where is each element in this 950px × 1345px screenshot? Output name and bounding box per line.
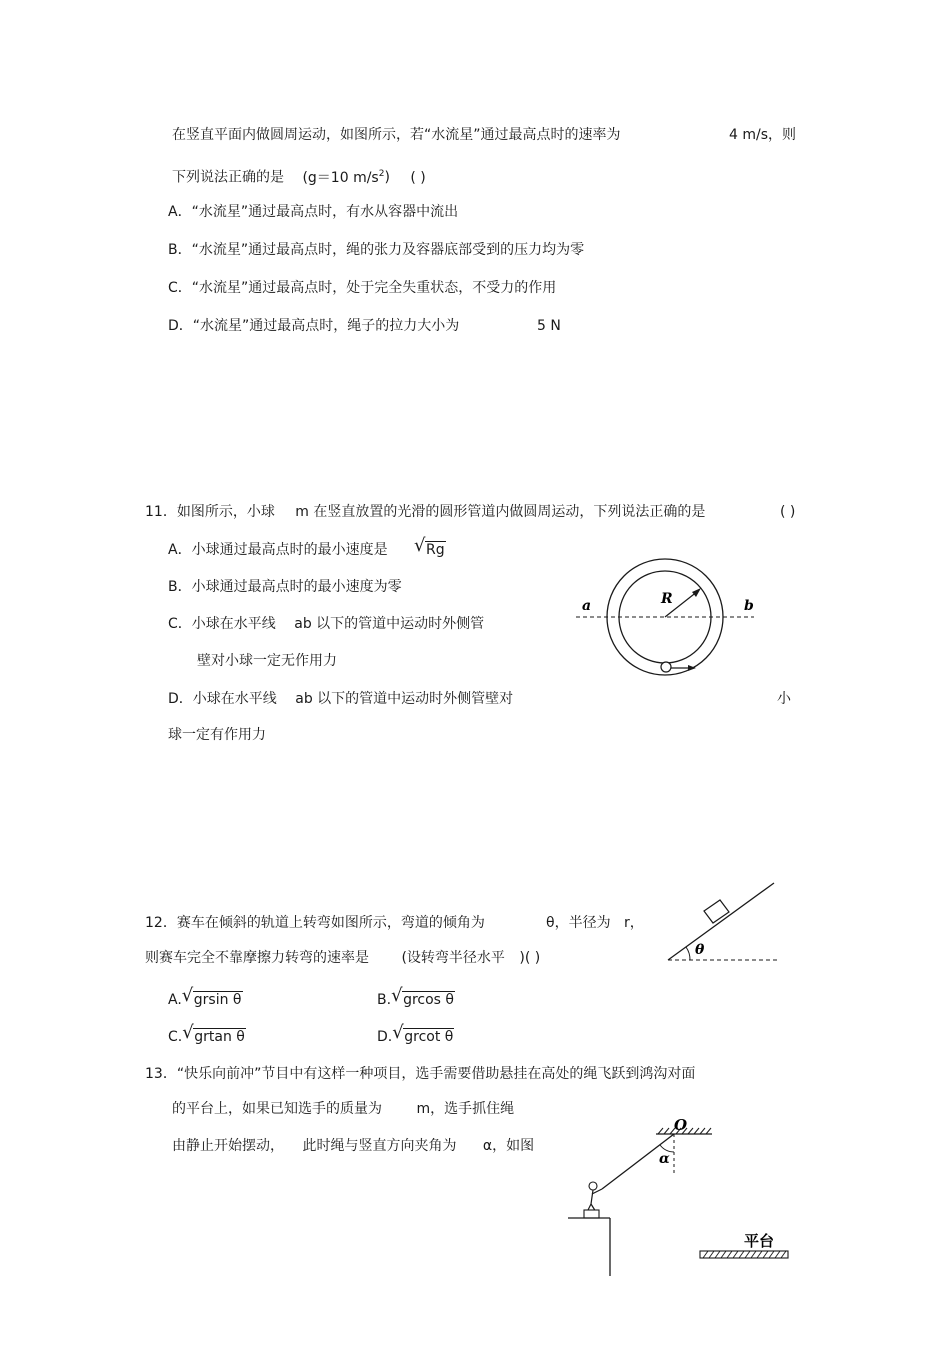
q11-option-d-text-c: 小 <box>777 691 791 707</box>
q12-option-a-label: A. <box>168 992 182 1008</box>
label-theta: θ <box>695 942 705 958</box>
incline-line <box>668 883 774 960</box>
q11-option-a-sqrt: √ Rg <box>414 535 445 558</box>
q11-option-a-radicand: Rg <box>426 542 445 558</box>
q11-stem-m: m 在竖直放置的光滑的圆形管道内做圆周运动，下列说法正确的是 <box>295 504 706 520</box>
q11-option-c-line1 <box>168 615 484 633</box>
q13-stem2-m: m，选手抓住绳 <box>416 1101 515 1117</box>
q10-option-d-value: 5 N <box>537 318 561 334</box>
q10-option-d: D．“水流星”通过最高点时，绳子的拉力大小为 <box>168 318 460 334</box>
q13-stem-line1: 13．“快乐向前冲”节目中有这样一种项目，选手需要借助悬挂在高处的绳飞跃到鸿沟对面 <box>145 1066 696 1082</box>
q11-option-d-line2: 球一定有作用力 <box>168 727 266 743</box>
q10-stem-line1: 在竖直平面内做圆周运动，如图所示，若“水流星”通过最高点时的速率为 <box>172 127 621 143</box>
q12-option-d-sqrt: √ grcot θ <box>392 1022 454 1045</box>
q12-option-a <box>168 985 243 1009</box>
q13-stem3-c: α，如图 <box>482 1138 535 1154</box>
q12-option-b-sqrt: √ grcos θ <box>391 985 454 1008</box>
q12-option-b-label: B. <box>377 992 392 1008</box>
q12-option-b-radicand: grcos θ <box>403 992 454 1008</box>
q12-incline-figure <box>660 878 785 968</box>
q11-answer-paren: ( ) <box>780 504 796 520</box>
radius-arrowhead <box>692 588 701 597</box>
q12-option-c-sqrt: √ grtan θ <box>182 1022 245 1045</box>
q12-stem2-b: (设转弯半径水平 <box>401 950 505 966</box>
velocity-arrowhead <box>688 665 696 671</box>
q12-stem-r: r， <box>624 915 644 931</box>
label-platform: 平台 <box>744 1232 775 1250</box>
label-alpha: α <box>659 1151 670 1167</box>
q10-stem-line2 <box>172 165 426 187</box>
q12-stem-text: 12．赛车在倾斜的轨道上转弯如图所示，弯道的倾角为 <box>145 915 485 931</box>
q12-stem-line2 <box>145 949 540 967</box>
q12-option-a-sqrt: √ grsin θ <box>181 985 242 1008</box>
q12-stem-theta: θ，半径为 <box>546 915 611 931</box>
q13-stem-line3 <box>172 1137 534 1155</box>
starting-block <box>584 1210 599 1218</box>
q12-option-c <box>168 1022 246 1046</box>
q13-stem-line2 <box>172 1100 514 1118</box>
q10-stem-text: 下列说法正确的是 <box>172 169 284 186</box>
q11-option-b: B．小球通过最高点时的最小速度为零 <box>168 579 402 595</box>
q10-stem-close: ) <box>384 169 390 186</box>
label-O: O <box>674 1116 688 1134</box>
q10-answer-paren: ( ) <box>410 169 426 186</box>
q13-stem2-text: 的平台上，如果已知选手的质量为 <box>172 1101 382 1117</box>
q11-option-c-text: C．小球在水平线 <box>168 616 276 632</box>
q11-tube-figure <box>570 555 760 685</box>
label-b: b <box>744 598 754 614</box>
q12-option-c-radicand: grtan θ <box>194 1029 245 1045</box>
q11-option-d-text-b: ab 以下的管道中运动时外侧管壁对 <box>295 691 514 707</box>
label-a: a <box>582 598 592 614</box>
q11-option-a-text: A．小球通过最高点时的最小速度是 <box>168 542 388 558</box>
label-R: R <box>661 591 673 607</box>
q11-option-c-text-b: ab 以下的管道中运动时外侧管 <box>294 616 485 632</box>
q10-stem-speed: 4 m/s，则 <box>729 127 797 143</box>
q12-option-c-label: C. <box>168 1029 183 1045</box>
q11-option-a <box>168 535 446 559</box>
q11-stem-text: 11．如图所示，小球 <box>145 504 275 520</box>
q12-option-d-radicand: grcot θ <box>404 1029 454 1045</box>
q13-swing-figure <box>560 1112 795 1280</box>
person-head <box>589 1182 597 1190</box>
q11-option-d-line1 <box>168 690 513 708</box>
q10-stem-g: (g＝10 m/s <box>302 169 379 186</box>
person-body <box>591 1190 593 1204</box>
q10-option-c: C．“水流星”通过最高点时，处于完全失重状态，不受力的作用 <box>168 280 557 296</box>
q12-stem-line1 <box>145 914 485 932</box>
angle-arc <box>686 947 690 960</box>
q12-stem2-text: 则赛车完全不靠摩擦力转弯的速率是 <box>145 950 369 966</box>
q12-option-d <box>377 1022 454 1046</box>
q11-stem <box>145 503 705 521</box>
ball <box>661 662 671 672</box>
q12-option-d-label: D. <box>377 1029 393 1045</box>
q12-option-a-radicand: grsin θ <box>193 992 242 1008</box>
q10-option-b: B．“水流星”通过最高点时，绳的张力及容器底部受到的压力均为零 <box>168 242 585 258</box>
q12-option-b <box>377 985 455 1009</box>
q13-stem3-b: 此时绳与竖直方向夹角为 <box>302 1138 457 1154</box>
race-car-block <box>704 900 729 923</box>
q11-option-c-line2: 壁对小球一定无作用力 <box>197 653 337 669</box>
q13-stem3-text: 由静止开始摆动， <box>172 1138 284 1154</box>
q10-option-a: A．“水流星”通过最高点时，有水从容器中流出 <box>168 204 459 220</box>
q12-stem2-c: )( ) <box>519 950 541 966</box>
q11-option-d-text: D．小球在水平线 <box>168 691 277 707</box>
q10-stem-exp: 2 <box>378 169 385 179</box>
